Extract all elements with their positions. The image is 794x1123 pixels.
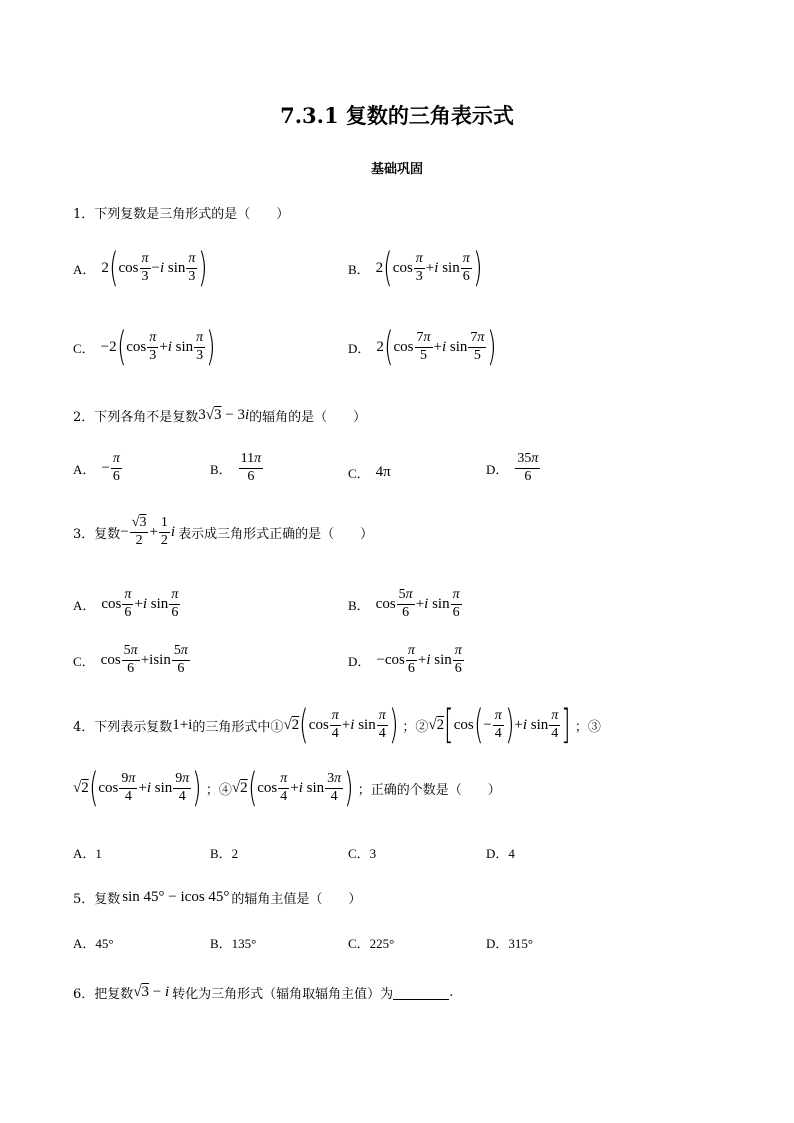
q1-option-d[interactable]: D． 2 ( cos $\frac{7\pi}{5}$ +i sin $\frac{7\pi}{5}$ ): [348, 324, 497, 370]
q1-option-a[interactable]: A． 2 ( cos $\frac{\pi}{3}$ −i sin $\frac{\pi}{3}$ ): [73, 245, 208, 291]
q3-option-b[interactable]: B． cos $\frac{5\pi}{6}$ +i sin $\frac{\pi}{6}$: [348, 587, 460, 620]
q1-option-c[interactable]: C． −2 ( cos $\frac{\pi}{3}$ +i sin $\frac{\pi}{3}$ ): [73, 324, 216, 370]
q3-option-d[interactable]: D． −cos $\frac{\pi}{6}$ +i sin $\frac{\pi}{6}$: [348, 643, 462, 676]
q4-option-b[interactable]: B．2: [210, 846, 239, 861]
question-1-stem: 1．下列复数是三角形式的是（ ）: [73, 207, 290, 222]
q4-option-c[interactable]: C．3: [348, 846, 377, 861]
q3-option-c[interactable]: C． cos $\frac{5\pi}{6}$ +isin $\frac{5\pi}{6}$: [73, 643, 188, 676]
q2-option-b[interactable]: B． $\frac{11\pi}{6}$: [210, 451, 262, 484]
q5-option-c[interactable]: C．225°: [348, 936, 395, 951]
q4-option-d[interactable]: D．4: [486, 846, 515, 861]
q2-option-a[interactable]: A． − $\frac{\pi}{6}$: [73, 451, 120, 484]
question-3-stem: 3．复数 − $\frac{√3}{2}$ + $\frac{1}{2}$ i 表示成三角形式正确的是（ ）: [73, 515, 374, 548]
q4-option-a[interactable]: A．1: [73, 846, 102, 861]
q5-option-a[interactable]: A．45°: [73, 936, 114, 951]
question-4-stem-cont: √2 ( cos $\frac{9\pi}{4}$ +i sin $\frac{9\pi}{4}$ ) ；④ √2 ( cos $\frac{\pi}{4}$ +i sin $\frac{3\pi}{4}$ ) ；正确的个数是（ ）: [73, 765, 501, 811]
answer-blank[interactable]: [393, 985, 449, 1000]
q3-option-a[interactable]: A． cos $\frac{\pi}{6}$ +i sin $\frac{\pi}{6}$: [73, 587, 179, 620]
question-4-stem: 4．下列表示复数 1+i 的三角形式中① √2 ( cos $\frac{\pi}{4}$ +i sin $\frac{\pi}{4}$ ) ；② √2 [ cos ( − $\frac{\pi}{4}$ ) +i sin $\frac{\pi}{4}$ ] ；③: [73, 702, 601, 748]
q2-option-c[interactable]: C． 4π: [348, 464, 391, 481]
q5-option-b[interactable]: B．135°: [210, 936, 257, 951]
section-subtitle: 基础巩固: [370, 162, 423, 177]
q2-option-d[interactable]: D． $\frac{35\pi}{6}$: [486, 451, 539, 484]
q1-option-b[interactable]: B． 2 ( cos $\frac{\pi}{3}$ +i sin $\frac{\pi}{6}$ ): [348, 245, 483, 291]
page-title: 7.3.1 复数的三角表示式: [280, 103, 514, 128]
question-2-stem: 2．下列各角不是复数 3√3 − 3i 的辐角的是（ ）: [73, 407, 367, 425]
question-5-stem: 5．复数 sin 45° − icos 45° 的辐角主值是（ ）: [73, 889, 362, 907]
question-6-stem: 6．把复数 √3 − i 转化为三角形式（辐角取辐角主值）为 .: [73, 984, 454, 1002]
q5-option-d[interactable]: D．315°: [486, 936, 534, 951]
